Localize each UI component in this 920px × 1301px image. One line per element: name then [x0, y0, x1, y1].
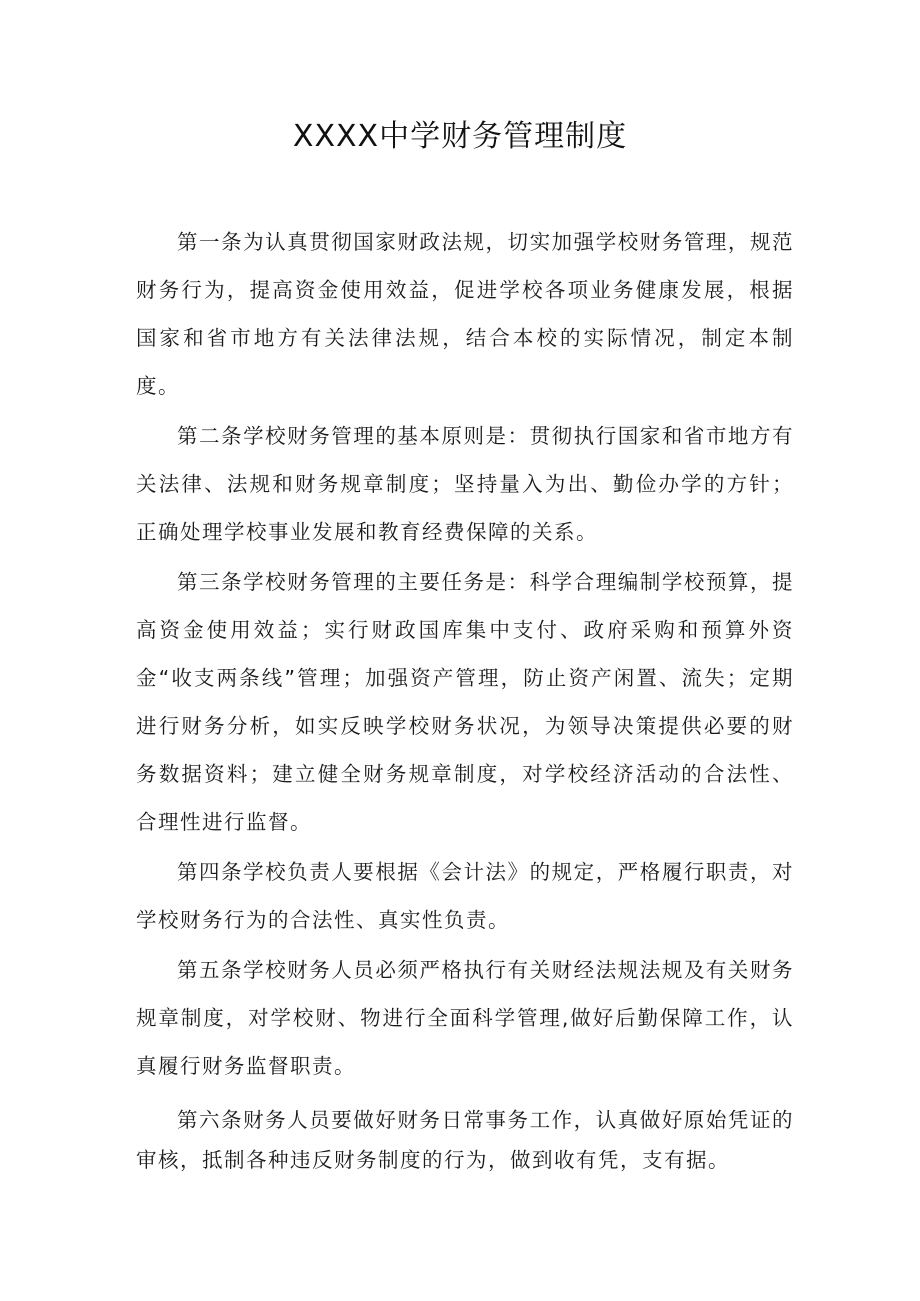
- paragraph-article-2: 第二条学校财务管理的基本原则是：贯彻执行国家和省市地方有关法律、法规和财务规章制度；坚持量入为出、勤俭办学的方针；正确处理学校事业发展和教育经费保障的关系。: [136, 424, 794, 544]
- paragraph-article-4: 第四条学校负责人要根据《会计法》的规定，严格履行职责，对学校财务行为的合法性、真实性负责。: [136, 860, 794, 932]
- paragraph-article-1: 第一条为认真贯彻国家财政法规，切实加强学校财务管理，规范财务行为，提高资金使用效益，促进学校各项业务健康发展，根据国家和省市地方有关法律法规，结合本校的实际情况，制定本制度。: [136, 230, 794, 398]
- paragraph-article-3: 第三条学校财务管理的主要任务是：科学合理编制学校预算，提高资金使用效益；实行财政国库集中支付、政府采购和预算外资金“收支两条线”管理；加强资产管理，防止资产闲置、流失；定期进行财务分析，如实反映学校财务状况，为领导决策提供必要的财务数据资料；建立健全财务规章制度，对学校经济活动的合法性、合理性进行监督。: [136, 570, 794, 834]
- paragraph-article-5: 第五条学校财务人员必须严格执行有关财经法规法规及有关财务规章制度，对学校财、物进行全面科学管理,做好后勤保障工作，认真履行财务监督职责。: [136, 958, 794, 1078]
- paragraph-article-6: 第六条财务人员要做好财务日常事务工作，认真做好原始凭证的审核，抵制各种违反财务制度的行为，做到收有凭，支有据。: [136, 1108, 794, 1172]
- document-body: [136, 218, 794, 1180]
- document-title: XXXX中学财务管理制度: [292, 119, 628, 154]
